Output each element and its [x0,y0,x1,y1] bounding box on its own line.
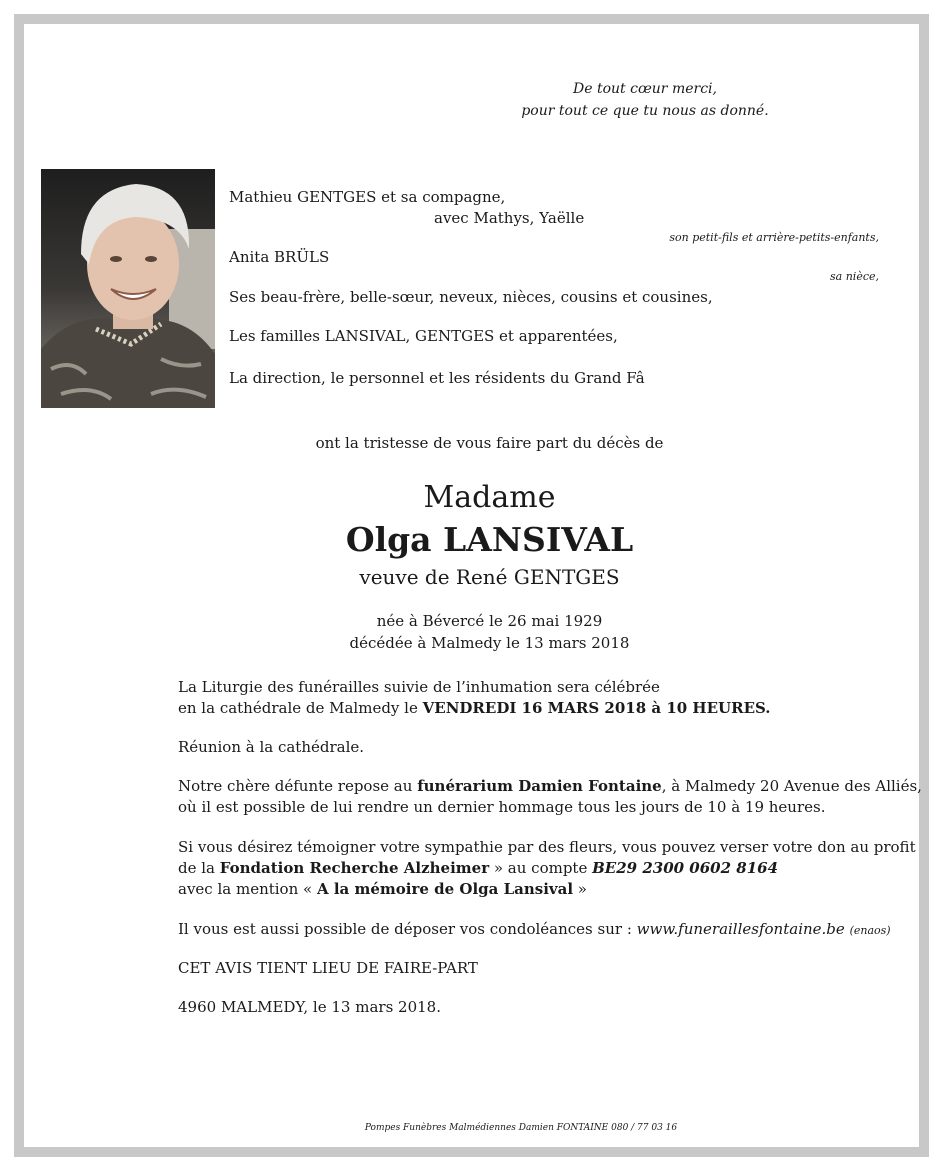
rest-line-1 [178,776,922,797]
donation-line-3 [178,879,916,900]
funeral-line-1: La Liturgie des funérailles suivie de l’inhumation sera célébrée [178,678,660,696]
donation-line-2-mid: » au compte [489,859,593,877]
deceased-died: décédée à Malmedy le 13 mars 2018 [349,634,630,652]
donation-line-2 [178,858,916,879]
deceased-name: Olga LANSIVAL [345,520,634,559]
family-line-3: Anita BRÜLS [229,248,330,266]
epigraph [520,78,770,122]
footer: Pompes Funèbres Malmédiennes Damien FONTAINE 080 / 77 03 16 [364,1123,678,1133]
rest-pre: Notre chère défunte repose au [178,777,418,795]
condolences-url[interactable]: www.funeraillesfontaine.be [636,920,845,938]
epigraph-line2: pour tout ce que tu nous as donné. [521,103,769,119]
funeral-line-2-text: en la cathédrale de Malmedy le [178,699,423,717]
donation-info [178,837,916,900]
family-line-6: La direction, le personnel et les résidents du Grand Fâ [229,369,645,387]
funerarium-name: funérarium Damien Fontaine [417,777,662,795]
deceased-born: née à Bévercé le 26 mai 1929 [376,612,603,630]
family-line-2: avec Mathys, Yaëlle [434,209,585,227]
announcement: ont la tristesse de vous faire part du décès de [315,434,664,452]
family-note-1: son petit-fils et arrière-petits-enfants, [669,231,879,244]
funeral-info [178,677,771,719]
donation-line-3-post: » [573,880,587,898]
family-line-5: Les familles LANSIVAL, GENTGES et apparentées, [229,327,618,345]
deceased-widow: veuve de René GENTGES [359,565,620,589]
foundation-name: Fondation Recherche Alzheimer [219,859,490,877]
donation-line-2-pre: de la [178,859,220,877]
account-number: BE29 2300 0602 8164 [592,859,779,877]
donation-line-1: Si vous désirez témoigner votre sympathie par des fleurs, vous pouvez verser votre don au profit [178,838,916,856]
rest-post: , à Malmedy 20 Avenue des Alliés, [661,777,922,795]
deceased-title: Madame [423,480,556,515]
donation-line-3-pre: avec la mention « [178,880,317,898]
funeral-date: VENDREDI 16 MARS 2018 à 10 HEURES. [422,699,771,717]
notice-text: CET AVIS TIENT LIEU DE FAIRE-PART [178,959,478,977]
place-date: 4960 MALMEDY, le 13 mars 2018. [178,998,441,1016]
funeral-line-2 [178,698,771,719]
family-note-2: sa nièce, [830,270,879,283]
rest-line-2: où il est possible de lui rendre un dernier hommage tous les jours de 10 à 19 heures. [178,798,826,816]
portrait-photo [41,169,215,408]
condolences-tag: (enaos) [849,924,891,937]
epigraph-line1: De tout cœur merci, [573,81,717,97]
portrait-image [41,169,215,408]
rest-info [178,776,922,818]
condolences-info [178,919,891,941]
memorial-mention: A la mémoire de Olga Lansival [316,880,574,898]
family-line-1: Mathieu GENTGES et sa compagne, [229,188,506,206]
condolences-text: Il vous est aussi possible de déposer vos condoléances sur : [178,920,637,938]
family-line-4: Ses beau-frère, belle-sœur, neveux, nièces, cousins et cousines, [229,288,713,306]
meeting-info: Réunion à la cathédrale. [178,738,365,756]
